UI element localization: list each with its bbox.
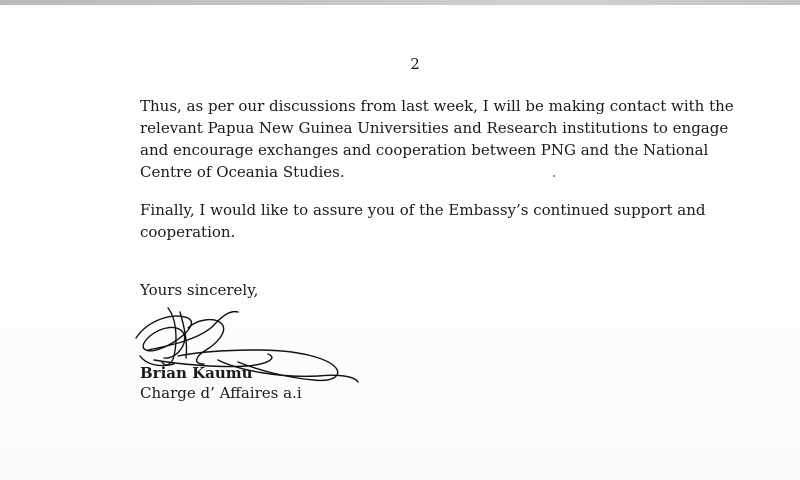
body-paragraph-2 xyxy=(140,199,706,243)
closing-salutation: Yours sincerely, xyxy=(140,281,259,299)
signer-name: Brian Kaumu xyxy=(140,364,253,382)
scan-speck xyxy=(553,175,555,177)
paragraph-line: Thus, as per our discussions from last week, I will be making contact with the xyxy=(140,97,734,115)
paragraph-line: cooperation. xyxy=(140,223,236,241)
paragraph-line: Finally, I would like to assure you of the Embassy’s continued support and xyxy=(140,201,706,219)
paragraph-line: relevant Papua New Guinea Universities and Research institutions to engage xyxy=(140,119,729,137)
page-number: 2 xyxy=(410,55,420,73)
paragraph-line: Centre of Oceania Studies. xyxy=(140,163,345,181)
page-top-edge xyxy=(0,0,800,5)
body-paragraph-1 xyxy=(140,95,734,183)
signer-title: Charge d’ Affaires a.i xyxy=(140,384,302,402)
paragraph-line: and encourage exchanges and cooperation between PNG and the National xyxy=(140,141,709,159)
